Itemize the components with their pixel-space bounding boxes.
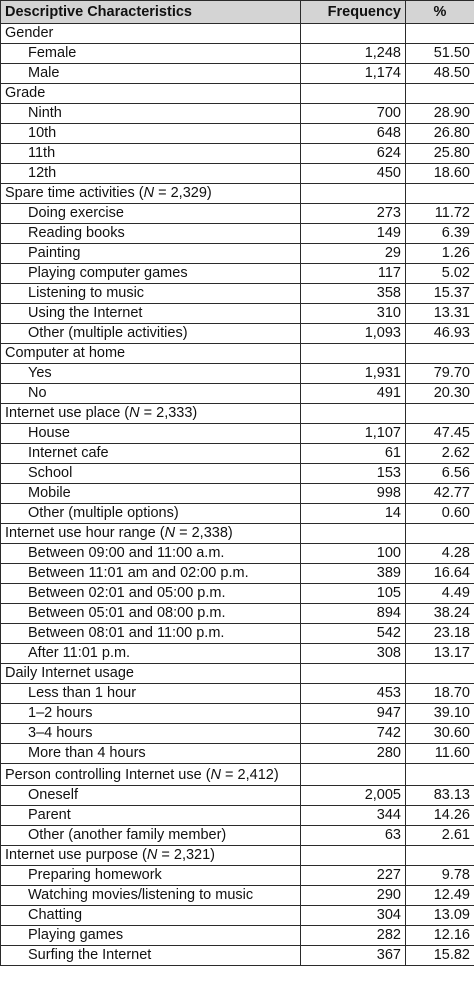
row-percent: 13.31 [406,304,474,324]
row-label: Male [1,64,301,84]
row-percent: 46.93 [406,324,474,344]
section-title: Internet use place (N = 2,333) [1,404,301,424]
row-label: Yes [1,364,301,384]
table-row [1,364,474,384]
row-frequency: 1,931 [301,364,406,384]
section-header-row [1,24,474,44]
row-label: Other (multiple options) [1,504,301,524]
row-label: Other (multiple activities) [1,324,301,344]
row-label: Watching movies/listening to music [1,886,301,906]
row-frequency: 542 [301,624,406,644]
table-row [1,264,474,284]
row-frequency: 63 [301,826,406,846]
row-label: Between 11:01 am and 02:00 p.m. [1,564,301,584]
row-percent: 1.26 [406,244,474,264]
row-frequency: 344 [301,806,406,826]
row-frequency: 14 [301,504,406,524]
row-frequency: 2,005 [301,786,406,806]
row-percent: 12.16 [406,926,474,946]
section-header-row [1,184,474,204]
row-frequency: 389 [301,564,406,584]
table-row [1,464,474,484]
row-label: Mobile [1,484,301,504]
table-row [1,444,474,464]
row-label: 3–4 hours [1,724,301,744]
table-row [1,304,474,324]
table-row [1,64,474,84]
section-frequency-empty [301,524,406,544]
row-label: 12th [1,164,301,184]
table-row [1,866,474,886]
table-row [1,826,474,846]
section-percent-empty [406,344,474,364]
table-row [1,544,474,564]
row-frequency: 1,248 [301,44,406,64]
row-percent: 6.39 [406,224,474,244]
table-row [1,384,474,404]
section-frequency-empty [301,846,406,866]
row-label: Doing exercise [1,204,301,224]
row-frequency: 947 [301,704,406,724]
row-percent: 9.78 [406,866,474,886]
row-frequency: 450 [301,164,406,184]
section-header-row [1,764,474,786]
table-row [1,204,474,224]
section-percent-empty [406,764,474,786]
row-percent: 13.17 [406,644,474,664]
section-title: Internet use hour range (N = 2,338) [1,524,301,544]
row-percent: 6.56 [406,464,474,484]
row-percent: 20.30 [406,384,474,404]
table-row [1,886,474,906]
row-frequency: 1,093 [301,324,406,344]
row-label: Painting [1,244,301,264]
row-percent: 15.37 [406,284,474,304]
row-percent: 42.77 [406,484,474,504]
section-title: Person controlling Internet use (N = 2,412) [1,764,301,786]
table-row [1,926,474,946]
table-row [1,786,474,806]
section-title: Computer at home [1,344,301,364]
row-label: Surfing the Internet [1,946,301,966]
row-frequency: 700 [301,104,406,124]
section-frequency-empty [301,664,406,684]
row-label: Between 08:01 and 11:00 p.m. [1,624,301,644]
row-label: Preparing homework [1,866,301,886]
section-header-row [1,524,474,544]
row-percent: 26.80 [406,124,474,144]
table-row [1,484,474,504]
row-frequency: 29 [301,244,406,264]
row-percent: 15.82 [406,946,474,966]
table-row [1,424,474,444]
row-frequency: 282 [301,926,406,946]
section-percent-empty [406,24,474,44]
row-frequency: 290 [301,886,406,906]
section-frequency-empty [301,184,406,204]
row-percent: 0.60 [406,504,474,524]
column-header-percent: % [406,1,474,24]
row-frequency: 998 [301,484,406,504]
table-row [1,704,474,724]
section-frequency-empty [301,24,406,44]
row-label: School [1,464,301,484]
row-percent: 28.90 [406,104,474,124]
row-percent: 14.26 [406,806,474,826]
row-label: Listening to music [1,284,301,304]
row-label: 11th [1,144,301,164]
row-frequency: 304 [301,906,406,926]
row-frequency: 273 [301,204,406,224]
row-frequency: 100 [301,544,406,564]
row-frequency: 453 [301,684,406,704]
row-frequency: 367 [301,946,406,966]
section-percent-empty [406,664,474,684]
table-row [1,604,474,624]
row-percent: 47.45 [406,424,474,444]
section-frequency-empty [301,404,406,424]
table-row [1,624,474,644]
row-frequency: 149 [301,224,406,244]
row-label: Internet cafe [1,444,301,464]
section-title: Grade [1,84,301,104]
row-label: Between 05:01 and 08:00 p.m. [1,604,301,624]
table-row [1,744,474,764]
row-label: House [1,424,301,444]
section-header-row [1,846,474,866]
row-frequency: 1,174 [301,64,406,84]
row-frequency: 310 [301,304,406,324]
table-row [1,244,474,264]
row-percent: 16.64 [406,564,474,584]
section-percent-empty [406,524,474,544]
row-percent: 12.49 [406,886,474,906]
table-row [1,124,474,144]
section-title: Daily Internet usage [1,664,301,684]
row-percent: 11.72 [406,204,474,224]
row-frequency: 648 [301,124,406,144]
row-frequency: 491 [301,384,406,404]
row-frequency: 742 [301,724,406,744]
table-row [1,584,474,604]
row-percent: 30.60 [406,724,474,744]
section-title: Spare time activities (N = 2,329) [1,184,301,204]
row-percent: 23.18 [406,624,474,644]
row-frequency: 894 [301,604,406,624]
row-label: Less than 1 hour [1,684,301,704]
section-header-row [1,404,474,424]
row-percent: 79.70 [406,364,474,384]
table-row [1,224,474,244]
section-frequency-empty [301,344,406,364]
row-percent: 39.10 [406,704,474,724]
row-label: Parent [1,806,301,826]
section-frequency-empty [301,84,406,104]
section-title: Gender [1,24,301,44]
section-header-row [1,664,474,684]
row-percent: 48.50 [406,64,474,84]
row-percent: 38.24 [406,604,474,624]
table-row [1,806,474,826]
row-frequency: 1,107 [301,424,406,444]
row-percent: 2.61 [406,826,474,846]
row-percent: 18.70 [406,684,474,704]
table-body [1,24,474,966]
row-percent: 2.62 [406,444,474,464]
row-label: 1–2 hours [1,704,301,724]
section-header-row [1,344,474,364]
row-label: Playing computer games [1,264,301,284]
row-frequency: 117 [301,264,406,284]
row-label: Using the Internet [1,304,301,324]
section-frequency-empty [301,764,406,786]
row-frequency: 153 [301,464,406,484]
row-percent: 4.49 [406,584,474,604]
row-label: Between 09:00 and 11:00 a.m. [1,544,301,564]
section-header-row [1,84,474,104]
section-title: Internet use purpose (N = 2,321) [1,846,301,866]
table-row [1,104,474,124]
row-label: Chatting [1,906,301,926]
row-frequency: 105 [301,584,406,604]
section-percent-empty [406,84,474,104]
row-percent: 5.02 [406,264,474,284]
row-label: No [1,384,301,404]
table-row [1,946,474,966]
table-row [1,164,474,184]
row-label: More than 4 hours [1,744,301,764]
table-row [1,564,474,584]
section-percent-empty [406,846,474,866]
table-row [1,324,474,344]
row-percent: 25.80 [406,144,474,164]
section-percent-empty [406,184,474,204]
row-label: Ninth [1,104,301,124]
column-header-characteristics: Descriptive Characteristics [1,1,301,24]
table-row [1,724,474,744]
row-label: Oneself [1,786,301,806]
table-row [1,144,474,164]
row-label: Between 02:01 and 05:00 p.m. [1,584,301,604]
table-row [1,44,474,64]
row-label: 10th [1,124,301,144]
row-label: Playing games [1,926,301,946]
row-frequency: 308 [301,644,406,664]
table-header-row [1,1,474,24]
row-label: Female [1,44,301,64]
section-percent-empty [406,404,474,424]
row-label: Other (another family member) [1,826,301,846]
row-percent: 51.50 [406,44,474,64]
column-header-frequency: Frequency [301,1,406,24]
row-label: After 11:01 p.m. [1,644,301,664]
table-row [1,504,474,524]
row-percent: 18.60 [406,164,474,184]
row-label: Reading books [1,224,301,244]
row-percent: 83.13 [406,786,474,806]
table-row [1,644,474,664]
table-row [1,684,474,704]
row-percent: 11.60 [406,744,474,764]
row-percent: 4.28 [406,544,474,564]
row-frequency: 61 [301,444,406,464]
row-frequency: 227 [301,866,406,886]
row-frequency: 358 [301,284,406,304]
table-row [1,906,474,926]
row-frequency: 624 [301,144,406,164]
row-percent: 13.09 [406,906,474,926]
row-frequency: 280 [301,744,406,764]
table-row [1,284,474,304]
